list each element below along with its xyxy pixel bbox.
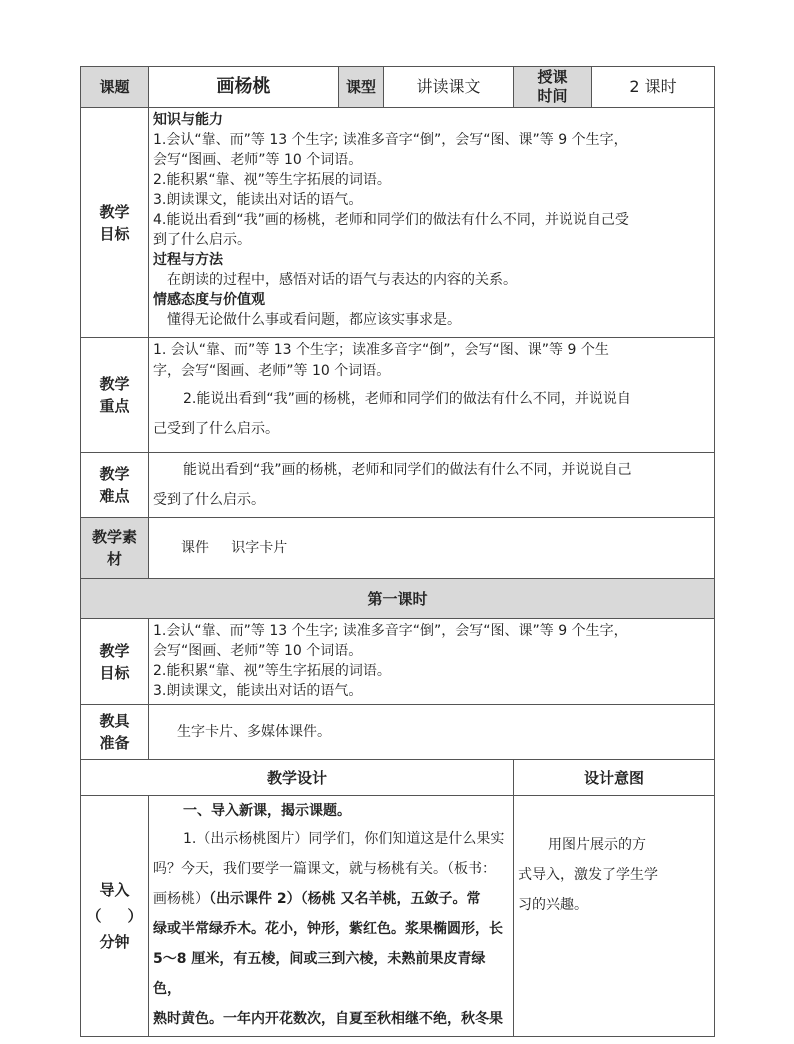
intro-label: [81, 796, 149, 1037]
goals-line: 3.朗读课文，能读出对话的语气。: [153, 192, 363, 208]
difficulty-line: 受到了什么启示。: [153, 492, 265, 508]
difficulty-label: [81, 453, 149, 518]
lesson1-goal-line: 1.会认“靠、而”等 13 个生字; 读准多音字“倒”，会写“图、课”等 9 个生字，: [153, 623, 628, 639]
lesson1-title: 第一课时: [81, 579, 715, 619]
design-header-row: [81, 760, 715, 796]
difficulty-label-line1: 教学: [99, 465, 130, 483]
goals-line: 到了什么启示。: [153, 232, 251, 248]
key-line: 2.能说出看到“我”画的杨桃，老师和同学们的做法有什么不同，并说说自: [183, 391, 631, 407]
header-row: [81, 67, 715, 108]
goals-label-line2: 目标: [99, 224, 130, 243]
intro-line-b: （出示课件 2）（杨桃 又名羊桃，五敛子。常: [209, 891, 481, 907]
materials-value: 课件 识字卡片: [149, 518, 715, 579]
intro-label-line3: 分钟: [99, 933, 130, 951]
lesson1-goals-label-line2: 目标: [99, 663, 130, 682]
goals-heading-emotion: 情感态度与价值观: [153, 292, 265, 308]
topic-value: 画杨桃: [149, 67, 339, 108]
intro-line: 1.（出示杨桃图片）同学们，你们知道这是什么果实: [183, 831, 505, 847]
goals-row: [81, 108, 715, 338]
lesson1-goals-row: [81, 619, 715, 705]
intent-col-header: 设计意图: [514, 760, 715, 796]
intent-line: 式导入，激发了学生学: [518, 867, 658, 883]
goals-heading-knowledge: 知识与能力: [153, 112, 223, 128]
difficulty-content: [149, 453, 715, 518]
materials-row: [81, 518, 715, 579]
intro-intent: [514, 796, 715, 1037]
time-label: [514, 67, 592, 108]
materials-label-line2: 材: [106, 550, 122, 568]
time-label-line2: 时间: [537, 87, 568, 105]
lesson1-goals-label: [81, 619, 149, 705]
materials-label: [81, 518, 149, 579]
key-label-line2: 重点: [99, 397, 130, 415]
tools-value: 生字卡片、多媒体课件。: [149, 705, 715, 760]
goals-label: [81, 108, 149, 338]
key-row: [81, 338, 715, 453]
intro-row: [81, 796, 715, 1037]
type-value: 讲读课文: [384, 67, 514, 108]
difficulty-label-line2: 难点: [99, 487, 130, 505]
key-line: 己受到了什么启示。: [153, 421, 279, 437]
lesson1-title-row: [81, 579, 715, 619]
goals-line: 4.能说出看到“我”画的杨桃，老师和同学们的做法有什么不同，并说说自己受: [153, 212, 629, 228]
intro-section-heading: 一、导入新课，揭示课题。: [183, 803, 351, 819]
lesson-plan-table: [80, 66, 714, 1037]
goals-line: 2.能积累“靠、视”等生字拓展的词语。: [153, 172, 391, 188]
goals-label-line1: 教学: [99, 202, 130, 221]
goals-line: 在朗读的过程中，感悟对话的语气与表达的内容的关系。: [167, 272, 517, 288]
intro-line-a: 画杨桃）: [153, 891, 209, 907]
goals-content: [149, 108, 715, 338]
intro-content: [149, 796, 514, 1037]
design-col-header: 教学设计: [81, 760, 514, 796]
lesson1-goal-line: 3.朗读课文，能读出对话的语气。: [153, 683, 363, 699]
time-value: 2 课时: [592, 67, 715, 108]
lesson1-goal-line: 会写“图画、老师”等 10 个词语。: [153, 643, 363, 659]
tools-label-line1: 教具: [99, 712, 130, 730]
tools-row: [81, 705, 715, 760]
key-label: [81, 338, 149, 453]
intro-line: 绿或半常绿乔木。花小，钟形，紫红色。浆果椭圆形，长: [153, 921, 503, 937]
key-line: 字，会写“图画、老师”等 10 个词语。: [153, 363, 391, 379]
topic-label: 课题: [81, 67, 149, 108]
tools-label-line2: 准备: [99, 734, 130, 752]
key-content: [149, 338, 715, 453]
lesson1-goal-line: 2.能积累“靠、视”等生字拓展的词语。: [153, 663, 391, 679]
intro-line: [153, 884, 511, 914]
time-label-line1: 授课: [537, 68, 568, 86]
difficulty-line: 能说出看到“我”画的杨桃，老师和同学们的做法有什么不同，并说说自己: [183, 462, 632, 478]
difficulty-row: [81, 453, 715, 518]
goals-line: 1.会认“靠、而”等 13 个生字; 读准多音字“倒”，会写“图、课”等 9 个生字，: [153, 132, 628, 148]
lesson1-goals-label-line1: 教学: [99, 641, 130, 660]
key-label-line1: 教学: [99, 375, 130, 393]
lesson1-goals-content: [149, 619, 715, 705]
goals-line: 会写“图画、老师”等 10 个词语。: [153, 152, 363, 168]
type-label: 课型: [339, 67, 384, 108]
intro-line: 熟时黄色。一年内开花数次，自夏至秋相继不绝，秋冬果: [153, 1011, 503, 1027]
key-line: 1. 会认“靠、而”等 13 个生字；读准多音字“倒”，会写“图、课”等 9 个生: [153, 342, 609, 358]
plan-table: [80, 66, 715, 1037]
intent-line: 用图片展示的方: [548, 837, 646, 853]
intro-label-line1: 导入: [99, 881, 130, 899]
intent-line: 习的兴趣。: [518, 897, 588, 913]
intro-line: 5～8 厘米，有五棱，间或三到六棱，未熟前果皮青绿色，: [153, 951, 486, 997]
tools-label: [81, 705, 149, 760]
goals-line: 懂得无论做什么事或看问题，都应该实事求是。: [167, 312, 461, 328]
materials-label-line1: 教学素: [91, 528, 137, 546]
goals-heading-process: 过程与方法: [153, 252, 223, 268]
intro-line: 吗？今天，我们要学一篇课文，就与杨桃有关。（板书：: [153, 861, 496, 877]
intro-label-line2: （ ）: [86, 907, 143, 925]
